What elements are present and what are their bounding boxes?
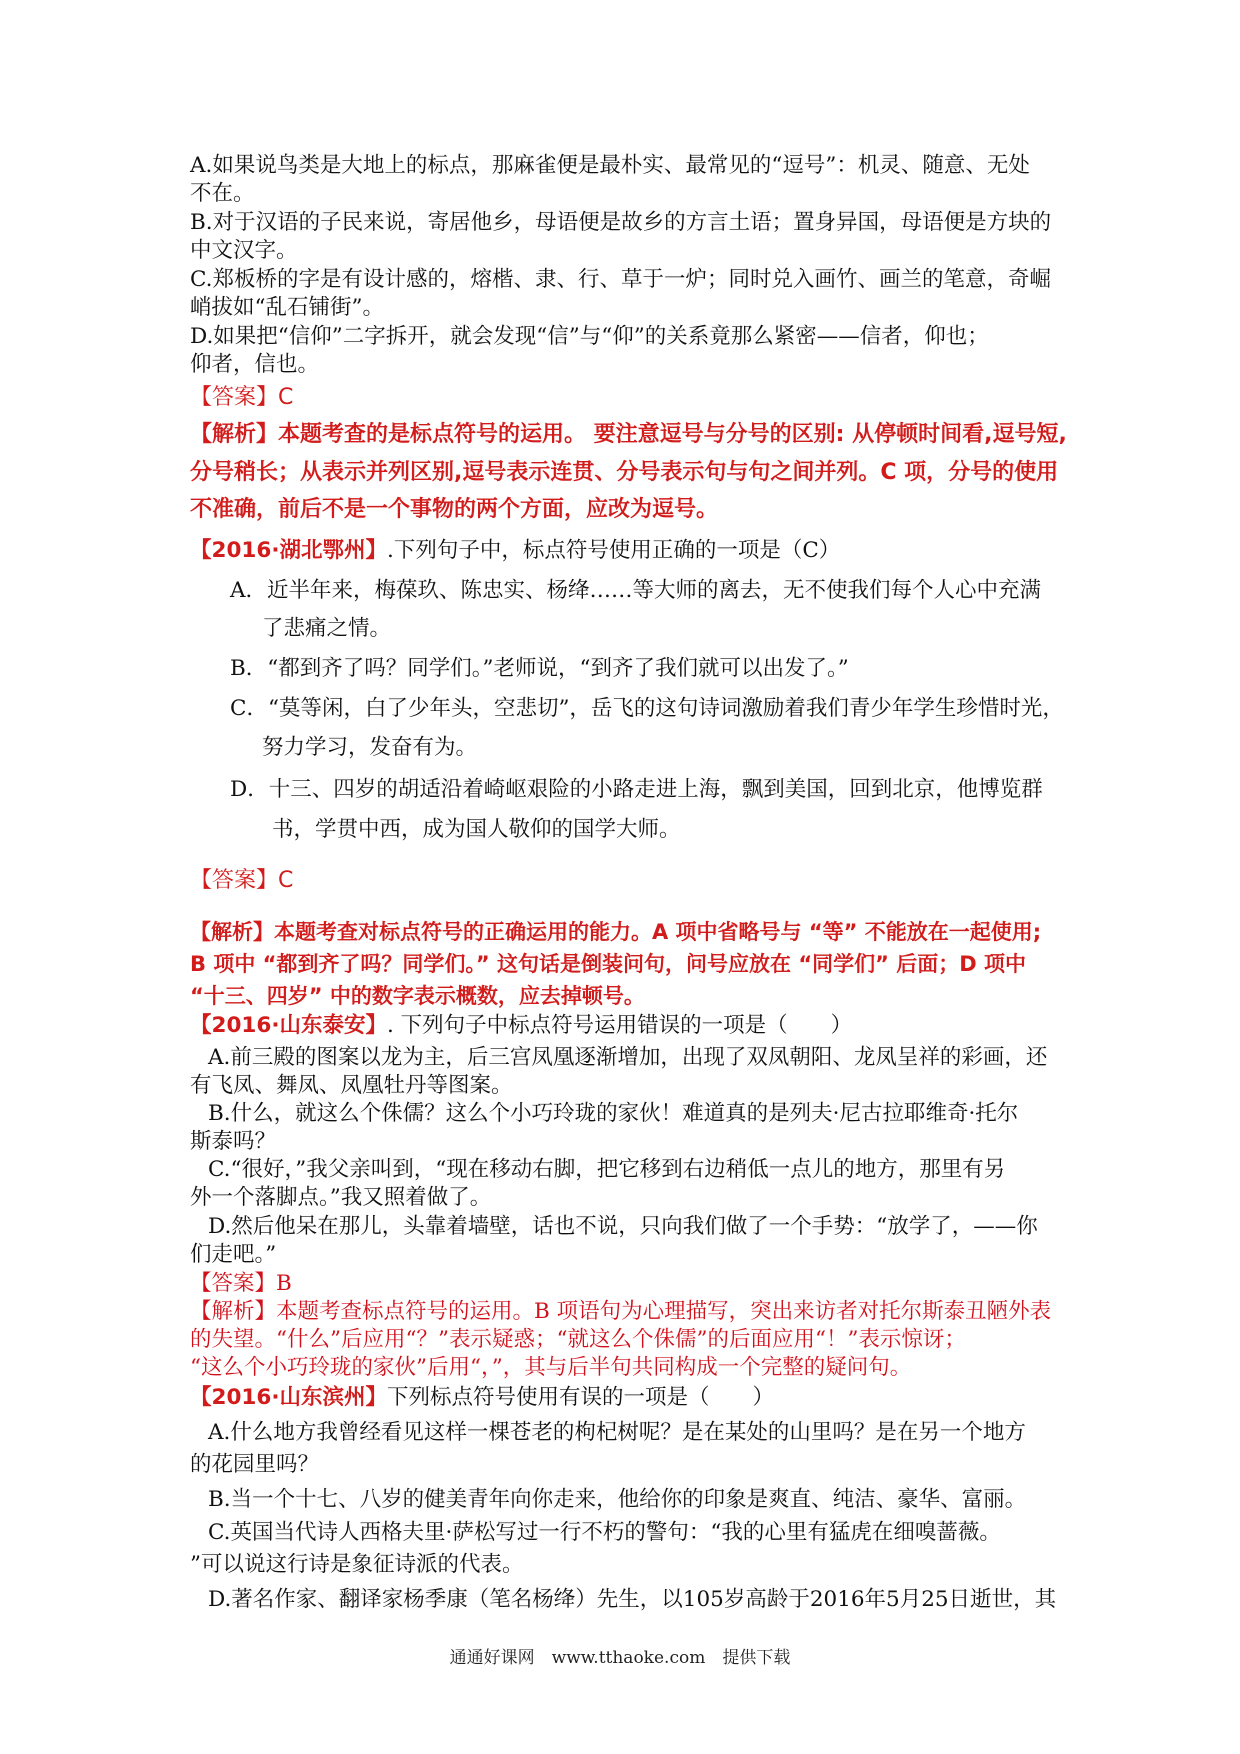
option-line: ”可以说这行诗是象征诗派的代表。 <box>190 1552 524 1577</box>
option-line: 们走吧。” <box>190 1242 277 1267</box>
option-line: B．“都到齐了吗？同学们。”老师说，“到齐了我们就可以出发了。” <box>230 656 849 681</box>
option-line: D.然后他呆在那儿，头靠着墙壁，话也不说，只向我们做了一个手势：“放学了，——你 <box>208 1214 1038 1239</box>
question-heading <box>190 1012 1070 1040</box>
option-line: 书，学贯中西，成为国人敬仰的国学大师。 <box>272 817 681 842</box>
option-line: C．“莫等闲，白了少年头，空悲切”，岳飞的这句诗词激励着我们青少年学生珍惜时光， <box>230 696 1064 721</box>
analysis-line: 【解析】本题考查对标点符号的正确运用的能力。A 项中省略号与 “等” 不能放在一起使用; <box>190 920 1042 944</box>
analysis-line: “这么个小巧玲珑的家伙”后用“，”，其与后半句共同构成一个完整的疑问句。 <box>190 1355 912 1380</box>
analysis-line: 【解析】本题考查的是标点符号的运用。 要注意逗号与分号的区别: 从停顿时间看,逗号短, <box>190 422 1067 447</box>
option-line: 峭拔如“乱石铺街”。 <box>190 295 384 320</box>
question-heading <box>190 537 1070 565</box>
option-line: 有飞凤、舞凤、凤凰牡丹等图案。 <box>190 1073 513 1098</box>
option-line: 仰者，信也。 <box>190 352 320 377</box>
answer: 【答案】C <box>190 385 294 410</box>
analysis-line: “十三、四岁” 中的数字表示概数，应去掉顿号。 <box>190 984 645 1008</box>
answer: 【答案】B <box>190 1271 292 1296</box>
analysis-line: 分号稍长；从表示并列区别,逗号表示连贯、分号表示句与句之间并列。C 项，分号的使用 <box>190 460 1059 485</box>
option-line: 斯泰吗？ <box>190 1129 277 1154</box>
option-line: D.著名作家、翻译家杨季康（笔名杨绛）先生，以105岁高龄于2016年5月25日逝世，其 <box>208 1587 1057 1612</box>
question-source-tag: 【2016·山东泰安】 <box>190 1013 388 1038</box>
answer: 【答案】C <box>190 868 294 893</box>
question-source-tag: 【2016·湖北鄂州】 <box>190 538 388 563</box>
option-line: B.什么，就这么个侏儒？这么个小巧玲珑的家伙！难道真的是列夫·尼古拉耶维奇·托尔 <box>208 1101 1019 1126</box>
question-stem: .下列句子中，标点符号使用正确的一项是（C） <box>387 538 841 563</box>
option-line: A．近半年来，梅葆玖、陈忠实、杨绛……等大师的离去，无不使我们每个人心中充满 <box>230 578 1042 603</box>
option-line: A.什么地方我曾经看见这样一棵苍老的枸杞树呢？是在某处的山里吗？是在另一个地方 <box>208 1420 1026 1445</box>
question-stem: 下列标点符号使用有误的一项是（ ） <box>387 1385 775 1410</box>
option-line: B.对于汉语的子民来说，寄居他乡，母语便是故乡的方言土语；置身异国，母语便是方块的 <box>190 210 1052 235</box>
option-line: A.如果说鸟类是大地上的标点，那麻雀便是最朴实、最常见的“逗号”：机灵、随意、无处 <box>190 153 1030 178</box>
page-footer: 通通好课网 www.tthaoke.com 提供下载 <box>449 1648 791 1668</box>
option-line: C.英国当代诗人西格夫里·萨松写过一行不朽的警句：“我的心里有猛虎在细嗅蔷薇。 <box>208 1520 1001 1545</box>
option-line: D．十三、四岁的胡适沿着崎岖艰险的小路走进上海，飘到美国，回到北京，他博览群 <box>230 777 1043 802</box>
option-line: 中文汉字。 <box>190 238 298 263</box>
option-line: C.郑板桥的字是有设计感的，熔楷、隶、行、草于一炉；同时兑入画竹、画兰的笔意，奇崛 <box>190 267 1052 292</box>
option-line: 努力学习，发奋有为。 <box>262 735 478 760</box>
option-line: A.前三殿的图案以龙为主，后三宫凤凰逐渐增加，出现了双凤朝阳、龙凤呈祥的彩画，还 <box>208 1045 1048 1070</box>
question-heading <box>190 1384 1070 1412</box>
option-line: D.如果把“信仰”二字拆开，就会发现“信”与“仰”的关系竟那么紧密——信者，仰也； <box>190 324 989 349</box>
option-line: 的花园里吗？ <box>190 1452 320 1477</box>
option-line: B.当一个十七、八岁的健美青年向你走来，他给你的印象是爽直、纯洁、豪华、富丽。 <box>208 1487 1027 1512</box>
analysis-line: 的失望。“什么”后应用“？”表示疑惑；“就这么个侏儒”的后面应用“！”表示惊讶； <box>190 1327 966 1352</box>
question-stem: . 下列句子中标点符号运用错误的一项是（ ） <box>387 1013 853 1038</box>
question-source-tag: 【2016·山东滨州】 <box>190 1385 388 1410</box>
analysis-line: 不准确，前后不是一个事物的两个方面，应改为逗号。 <box>190 497 719 522</box>
analysis-line: B 项中 “都到齐了吗？同学们。” 这句话是倒装问句，问号应放在 “同学们” 后面；D 项中 <box>190 952 1027 976</box>
option-line: 不在。 <box>190 181 255 206</box>
option-line: C.“很好，”我父亲叫到，“现在移动右脚，把它移到右边稍低一点儿的地方，那里有另 <box>208 1157 1006 1182</box>
analysis-line: 【解析】本题考查标点符号的运用。B 项语句为心理描写，突出来访者对托尔斯泰丑陋外表 <box>190 1299 1052 1324</box>
option-line: 了悲痛之情。 <box>262 616 392 641</box>
option-line: 外一个落脚点。”我又照着做了。 <box>190 1185 492 1210</box>
